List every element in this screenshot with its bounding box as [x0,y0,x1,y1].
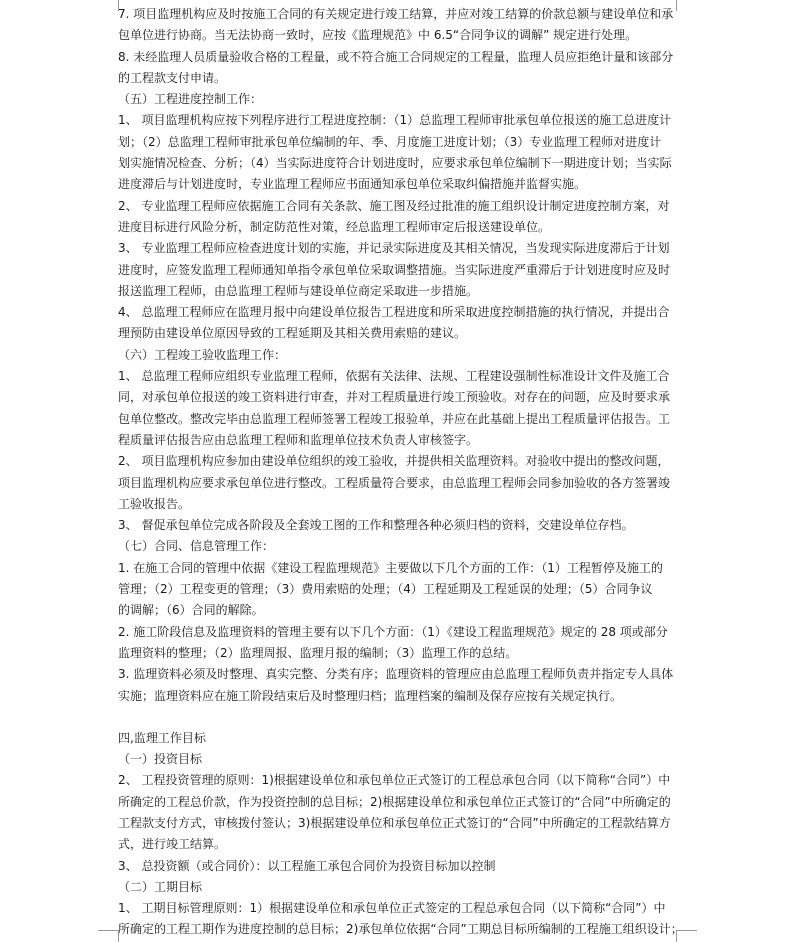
text-line: 4、 总监理工程师应在监理月报中向建设单位报告工程进度和所采取进度控制措施的执行情况，并提出合 [118,305,670,320]
document-body [118,4,683,941]
text-line: 监理资料的整理；（2）监理周报、监理月报的编制；（3）监理工作的总结。 [118,645,518,660]
text-line: 3、 专业监理工程师应检查进度计划的实施，并记录实际进度及其相关情况，当发现实际进度滞后于计划 [118,241,670,256]
text-line: 项目监理机构应要求承包单位进行整改。工程质量符合要求，由总监理工程师会同参加验收的各方签署竣 [118,475,671,490]
text-line: 所确定的工程总价款，作为投资控制的总目标；2)根据建设单位和承包单位正式签订的“合同”中所确定的 [118,794,671,809]
text-line: 2. 施工阶段信息及监理资料的管理主要有以下几个方面：（1）《建设工程监理规范》规定的 28 项或部分 [118,624,668,639]
text-line: （七）合同、信息管理工作： [118,539,275,554]
text-line: 进度时，应签发监理工程师通知单指令承包单位采取调整措施。当实际进度严重滞后于计划进度时应及时 [118,262,671,277]
text-line: 1、 项目监理机构应按下列程序进行工程进度控制：（1）总监理工程师审批承包单位报送的施工总进度计 [118,113,672,128]
text-line: 8. 未经监理人员质量验收合格的工程量，或不符合施工合同规定的工程量，监理人员应拒绝计量和该部分 [118,49,674,64]
crop-mark-top-right [676,0,697,11]
text-line: 划；（2）总监理工程师审批承包单位编制的年、季、月度施工进度计划；（3）专业监理工程师对进度计 [118,134,662,149]
text-line: 程质量评估报告应由总监理工程师和监理单位技术负责人审核签字。 [118,432,479,447]
text-line: （二）工期目标 [118,879,203,894]
text-line: 的调解；（6）合同的解除。 [118,603,264,618]
text-line: 所确定的工程工期作为进度控制的总目标；2)承包单位依据“合同”工期总目标所编制的工程施工组织设计； [118,922,683,937]
text-line: 1、 总监理工程师应组织专业监理工程师，依据有关法律、法规、工程建设强制性标准设计文件及施工合 [118,369,670,384]
text-line: 报送监理工程师，由总监理工程师与建设单位商定采取进一步措施。 [118,283,479,298]
text-line: （五）工程进度控制工作： [118,92,263,107]
text-line: 同，对承包单位报送的竣工资料进行审查，并对工程质量进行竣工预验收。对存在的问题，应及时要求承 [118,390,671,405]
text-line: 理预防由建设单位原因导致的工程延期及其相关费用索赔的建议。 [118,326,467,341]
text-line: 7. 项目监理机构应及时按施工合同的有关规定进行竣工结算，并应对竣工结算的价款总额与建设单位和承 [118,7,674,21]
text-line: 包单位进行协商。当无法协商一致时，应按《监理规范》中 6.5“合同争议的调解” 规定进行处理。 [118,28,638,43]
text-line: 1. 在施工合同的管理中依据《建设工程监理规范》主要做以下几个方面的工作：（1）工程暂停及施工的 [118,560,663,575]
paragraph-gap [118,707,678,728]
text-line: 进度滞后与计划进度时，专业监理工程师应书面通知承包单位采取纠偏措施并监督实施。 [118,177,587,192]
text-line: （一）投资目标 [118,752,203,767]
text-line: 3、 总投资额（或合同价）：以工程施工承包合同价为投资目标加以控制 [118,858,496,873]
text-line: 四,监理工作目标 [118,730,206,745]
text-line: 进度目标进行风险分析，制定防范性对策，经总监理工程师审定后报送建设单位。 [118,219,551,234]
text-line: 工程款支付方式，审核拨付签认；3)根据建设单位和承包单位正式签订的“合同”中所确定的工程款结算方 [118,815,671,830]
text-line: 工验收报告。 [118,496,191,511]
text-line: 管理；（2）工程变更的管理；（3）费用索赔的处理；（4）工程延期及工程延误的处理；（5）合同争议 [118,582,653,597]
text-line: 式，进行竣工结算。 [118,837,227,852]
text-line: 包单位整改。整改完毕由总监理工程师签署工程竣工报验单，并应在此基础上提出工程质量评估报告。工 [118,411,671,426]
text-line: 1、 工期目标管理原则：1）根据建设单位和承包单位正式签定的工程总承包合同（以下简称“合同”）中 [118,901,666,916]
text-line: （六）工程竣工验收监理工作： [118,347,287,362]
crop-mark-bottom-left [98,930,119,942]
text-line: 实施；监理资料应在施工阶段结束后及时整理归档；监理档案的编制及保存应按有关规定执行。 [118,688,623,703]
text-line: 3、 督促承包单位完成各阶段及全套竣工图的工作和整理各种必须归档的资料，交建设单位存档。 [118,518,634,533]
text-line: 3. 监理资料必须及时整理、真实完整、分类有序；监理资料的管理应由总监理工程师负责并指定专人具体 [118,667,674,682]
text-line: 划实施情况检查、分析；（4）当实际进度符合计划进度时，应要求承包单位编制下一期进度计划；当实际 [118,156,672,171]
text-line: 2、 工程投资管理的原则：1)根据建设单位和承包单位正式签订的工程总承包合同（以下简称“合同”）中 [118,773,671,788]
text-line: 的工程款支付申请。 [118,70,227,85]
text-line: 2、 项目监理机构应参加由建设单位组织的竣工验收，并提供相关监理资料。对验收中提出的整改问题， [118,454,670,469]
crop-mark-top-left [98,0,119,11]
text-line: 2、 专业监理工程师应依据施工合同有关条款、施工图及经过批准的施工组织设计制定进度控制方案，对 [118,198,670,213]
